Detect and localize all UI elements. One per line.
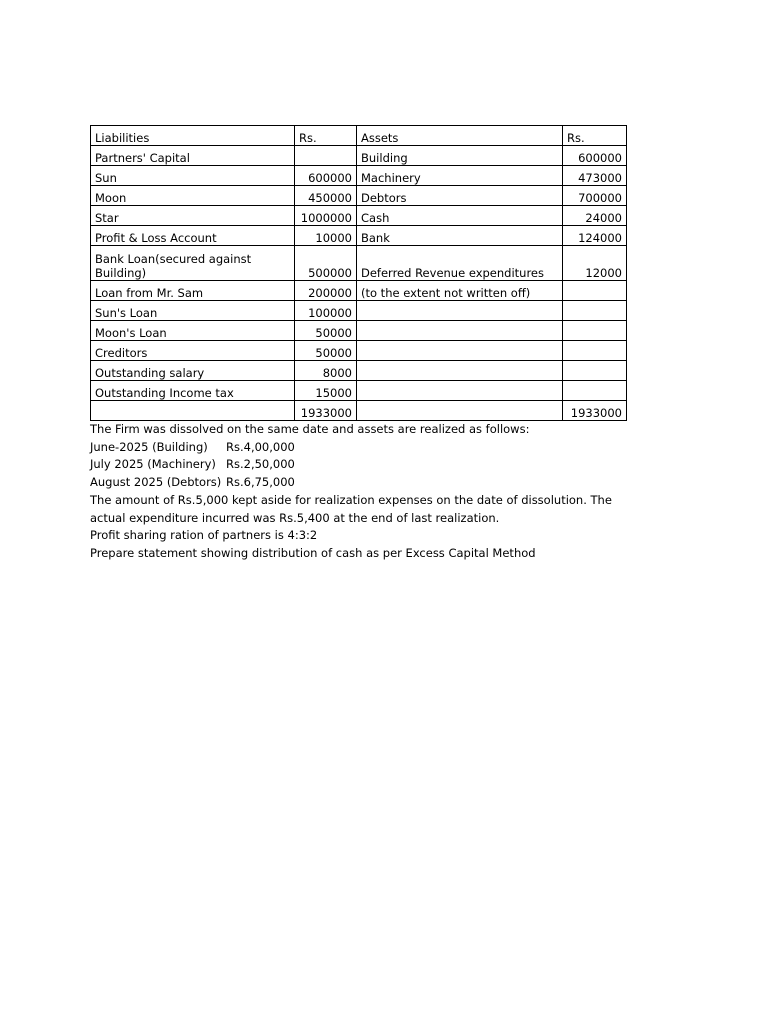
assets-total: 1933000 bbox=[563, 401, 627, 421]
realization-amount: Rs.4,00,000 bbox=[226, 439, 295, 454]
liabilities-total: 1933000 bbox=[295, 401, 357, 421]
liability-cell: Outstanding salary bbox=[91, 361, 295, 381]
realization-expenses-note: The amount of Rs.5,000 kept aside for realization expenses on the date of dissolution. The actual expenditure incurred was Rs.5,400 at the end of last realization. bbox=[90, 492, 612, 525]
liability-amount-cell: 1000000 bbox=[295, 206, 357, 226]
asset-amount-cell bbox=[563, 341, 627, 361]
total-label-cell-right bbox=[357, 401, 563, 421]
profit-sharing-ratio: Profit sharing ration of partners is 4:3:2 bbox=[90, 528, 318, 543]
header-rs-left: Rs. bbox=[295, 126, 357, 146]
liability-amount-cell: 100000 bbox=[295, 301, 357, 321]
liability-amount-cell: 50000 bbox=[295, 341, 357, 361]
asset-amount-cell bbox=[563, 281, 627, 301]
table-row bbox=[91, 301, 627, 321]
table-row bbox=[91, 341, 627, 361]
asset-amount-cell bbox=[563, 381, 627, 401]
liability-amount-cell: 500000 bbox=[295, 246, 357, 281]
asset-cell bbox=[357, 341, 563, 361]
asset-cell: Deferred Revenue expenditures bbox=[357, 246, 563, 281]
task-instruction: Prepare statement showing distribution of cash as per Excess Capital Method bbox=[90, 545, 536, 560]
table-header-row bbox=[91, 126, 627, 146]
table-row bbox=[91, 226, 627, 246]
liability-cell: Sun's Loan bbox=[91, 301, 295, 321]
liability-amount-cell: 200000 bbox=[295, 281, 357, 301]
asset-amount-cell bbox=[563, 361, 627, 381]
liability-cell: Outstanding Income tax bbox=[91, 381, 295, 401]
asset-amount-cell: 12000 bbox=[563, 246, 627, 281]
realization-date: June-2025 (Building) bbox=[90, 439, 208, 454]
liability-cell: Profit & Loss Account bbox=[91, 226, 295, 246]
realization-amount: Rs.6,75,000 bbox=[226, 475, 295, 490]
header-assets: Assets bbox=[357, 126, 563, 146]
liability-amount-cell: 15000 bbox=[295, 381, 357, 401]
asset-cell bbox=[357, 301, 563, 321]
liability-amount-cell: 600000 bbox=[295, 166, 357, 186]
table-row bbox=[91, 281, 627, 301]
asset-amount-cell bbox=[563, 301, 627, 321]
table-row bbox=[91, 381, 627, 401]
liability-cell: Star bbox=[91, 206, 295, 226]
asset-cell: (to the extent not written off) bbox=[357, 281, 563, 301]
header-rs-right: Rs. bbox=[563, 126, 627, 146]
liability-cell: Partners' Capital bbox=[91, 146, 295, 166]
dissolution-intro: The Firm was dissolved on the same date and assets are realized as follows: bbox=[90, 422, 530, 436]
asset-amount-cell: 600000 bbox=[563, 146, 627, 166]
asset-amount-cell: 124000 bbox=[563, 226, 627, 246]
liability-amount-cell: 50000 bbox=[295, 321, 357, 341]
liability-cell: Creditors bbox=[91, 341, 295, 361]
liability-amount-cell: 8000 bbox=[295, 361, 357, 381]
asset-cell: Machinery bbox=[357, 166, 563, 186]
realization-line bbox=[90, 439, 650, 457]
liability-amount-cell bbox=[295, 146, 357, 166]
asset-amount-cell: 24000 bbox=[563, 206, 627, 226]
table-row bbox=[91, 361, 627, 381]
table-row bbox=[91, 246, 627, 281]
balance-sheet-table bbox=[90, 125, 627, 421]
realization-line bbox=[90, 474, 650, 492]
liability-cell: Bank Loan(secured against Building) bbox=[91, 246, 295, 281]
liability-cell: Sun bbox=[91, 166, 295, 186]
liability-cell: Loan from Mr. Sam bbox=[91, 281, 295, 301]
realization-amount: Rs.2,50,000 bbox=[226, 457, 295, 472]
asset-cell: Bank bbox=[357, 226, 563, 246]
realization-line bbox=[90, 456, 650, 474]
asset-amount-cell: 473000 bbox=[563, 166, 627, 186]
asset-cell bbox=[357, 321, 563, 341]
table-total-row bbox=[91, 401, 627, 421]
table-row bbox=[91, 146, 627, 166]
liability-cell: Moon's Loan bbox=[91, 321, 295, 341]
asset-cell: Building bbox=[357, 146, 563, 166]
table-row bbox=[91, 206, 627, 226]
asset-cell: Cash bbox=[357, 206, 563, 226]
liability-amount-cell: 10000 bbox=[295, 226, 357, 246]
liability-cell: Moon bbox=[91, 186, 295, 206]
table-row bbox=[91, 321, 627, 341]
total-label-cell-left bbox=[91, 401, 295, 421]
asset-amount-cell bbox=[563, 321, 627, 341]
asset-cell bbox=[357, 381, 563, 401]
table-row bbox=[91, 166, 627, 186]
document-sheet bbox=[90, 125, 730, 563]
realization-date: August 2025 (Debtors) bbox=[90, 475, 222, 490]
header-liabilities: Liabilities bbox=[91, 126, 295, 146]
realization-date: July 2025 (Machinery) bbox=[90, 457, 216, 472]
problem-notes bbox=[90, 421, 650, 563]
liability-amount-cell: 450000 bbox=[295, 186, 357, 206]
table-row bbox=[91, 186, 627, 206]
asset-amount-cell: 700000 bbox=[563, 186, 627, 206]
asset-cell bbox=[357, 361, 563, 381]
asset-cell: Debtors bbox=[357, 186, 563, 206]
